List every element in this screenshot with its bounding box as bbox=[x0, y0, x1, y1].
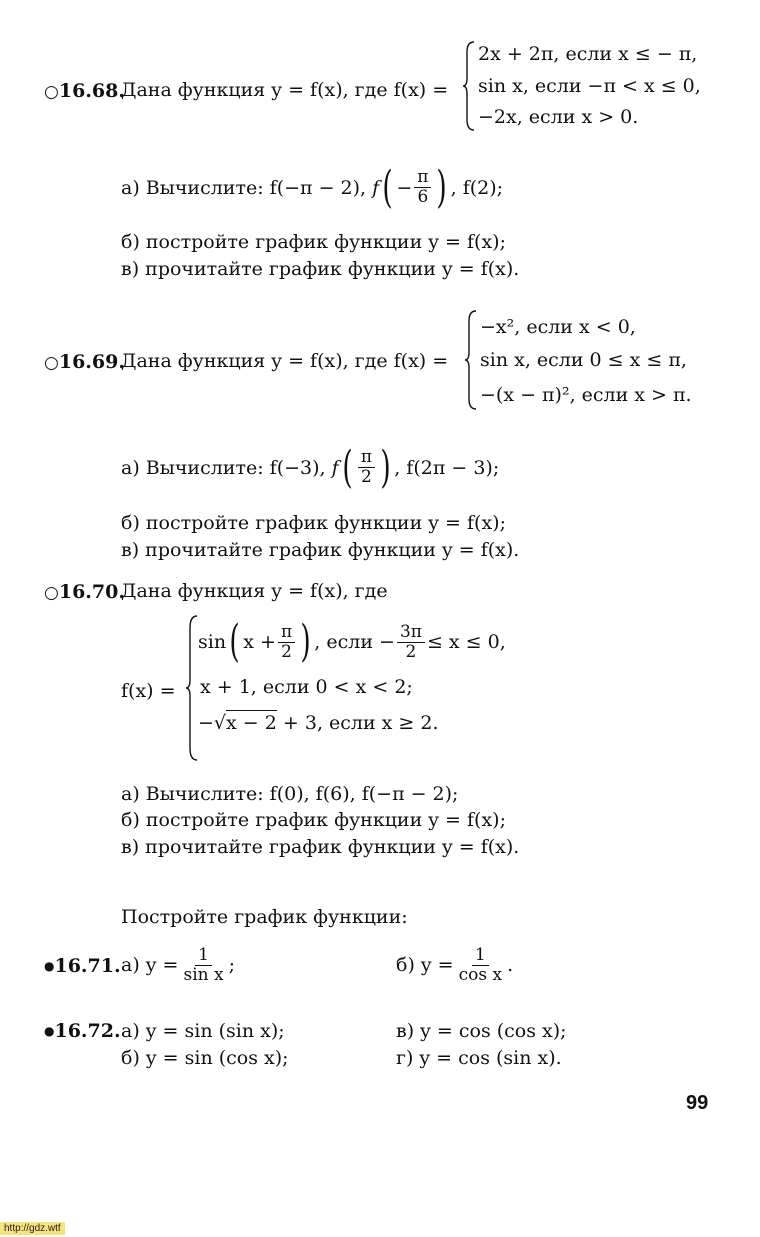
brace bbox=[462, 40, 476, 132]
task-v: в) y = cos (cos x); bbox=[396, 1020, 567, 1042]
problem-marker: ● bbox=[44, 1024, 55, 1038]
task-b: б) постройте график функции y = f(x); bbox=[121, 809, 506, 831]
brace bbox=[464, 309, 478, 411]
sqrt-sign: √ bbox=[213, 712, 227, 734]
problem-16-68-intro: Дана функция y = f(x), где f(x) = bbox=[121, 79, 449, 101]
problem-marker: ○ bbox=[44, 353, 59, 373]
task-g: г) y = cos (sin x). bbox=[396, 1047, 562, 1069]
brace bbox=[185, 614, 199, 762]
case-line: −(x − π)², если x > π. bbox=[480, 384, 692, 406]
case-line: −x², если x < 0, bbox=[480, 316, 636, 338]
task-b: б) постройте график функции y = f(x); bbox=[121, 231, 506, 253]
page-number: 99 bbox=[686, 1092, 709, 1114]
task-a: а) Вычислите: f(0), f(6), f(−π − 2); bbox=[121, 783, 459, 805]
case-line: sin x, если 0 ≤ x ≤ π, bbox=[480, 349, 687, 371]
fraction: $\frac{3\pi}{2}$ bbox=[397, 623, 425, 662]
fraction: $\frac{1}{\text{cos x}}$ bbox=[458, 944, 503, 985]
problem-marker: ● bbox=[44, 959, 55, 973]
problem-16-72-number: ●16.72. bbox=[44, 1020, 121, 1042]
case-line: sin ( x + $\frac{\pi}{2}$ ) , если − $\frac{3\pi}{2}$ ≤ x ≤ 0, bbox=[198, 616, 506, 667]
fraction: $\frac{\pi}{2}$ bbox=[278, 623, 295, 662]
task-v: в) прочитайте график функции y = f(x). bbox=[121, 539, 520, 561]
function-label: f(x) = bbox=[121, 680, 176, 702]
case-line: −√x − 2 + 3, если x ≥ 2. bbox=[198, 712, 439, 734]
case-line: 2x + 2π, если x ≤ − π, bbox=[478, 43, 698, 65]
problem-16-69-intro: Дана функция y = f(x), где f(x) = bbox=[121, 350, 449, 372]
fraction: $\frac{\pi}{6}$ bbox=[414, 168, 431, 207]
task-v: в) прочитайте график функции y = f(x). bbox=[121, 258, 520, 280]
problem-16-71-number: ●16.71. bbox=[44, 955, 121, 977]
watermark-link[interactable]: http://gdz.wtf bbox=[0, 1222, 65, 1235]
fraction: $\frac{\pi}{2}$ bbox=[358, 448, 375, 487]
task-b: б) постройте график функции y = f(x); bbox=[121, 512, 506, 534]
case-line: sin x, если −π < x ≤ 0, bbox=[478, 75, 701, 97]
case-line: x + 1, если 0 < x < 2; bbox=[200, 676, 413, 698]
problem-marker: ○ bbox=[44, 82, 59, 102]
problem-16-70-intro: Дана функция y = f(x), где bbox=[121, 580, 388, 602]
task-a: а) y = $\frac{1}{\text{sin x}}$ ; bbox=[121, 944, 235, 985]
case-line: −2x, если x > 0. bbox=[478, 106, 639, 128]
task-b: б) y = $\frac{1}{\text{cos x}}$ . bbox=[396, 944, 514, 985]
problem-16-69-number: ○16.69. bbox=[44, 351, 125, 373]
task-v: в) прочитайте график функции y = f(x). bbox=[121, 836, 520, 858]
problem-marker: ○ bbox=[44, 583, 59, 603]
task-b: б) y = sin (cos x); bbox=[121, 1047, 289, 1069]
section-instruction: Постройте график функции: bbox=[121, 906, 408, 928]
problem-16-68-number: ○16.68. bbox=[44, 80, 125, 102]
task-a: а) y = sin (sin x); bbox=[121, 1020, 285, 1042]
fraction: $\frac{1}{\text{sin x}}$ bbox=[183, 944, 224, 985]
problem-16-70-number: ○16.70. bbox=[44, 581, 125, 603]
task-a: а) Вычислите: f(−π − 2), f ( − $\frac{\pi}{6}$ ) , f(2); bbox=[121, 161, 504, 213]
task-a: а) Вычислите: f(−3), f ( $\frac{\pi}{2}$ ) , f(2π − 3); bbox=[121, 441, 500, 493]
